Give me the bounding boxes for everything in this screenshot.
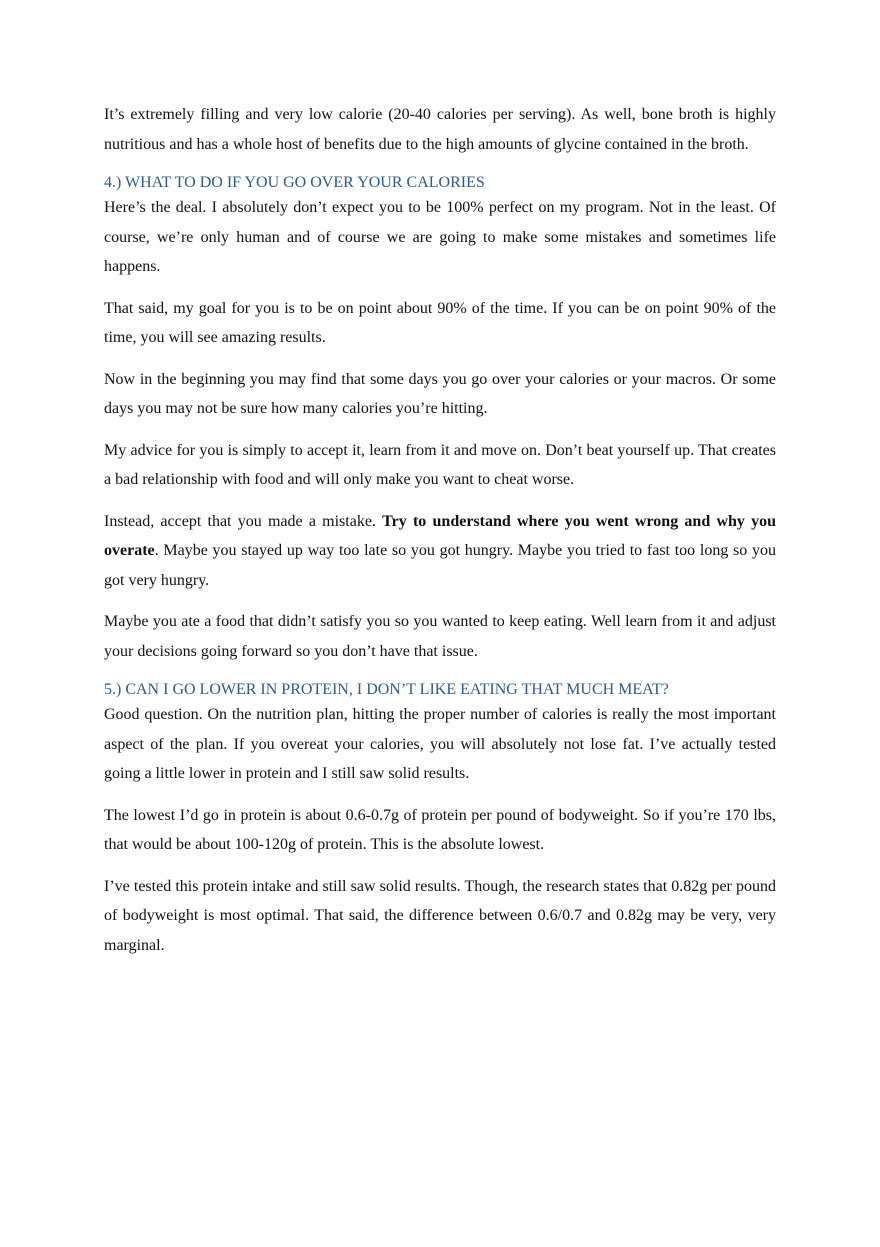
section-4-paragraph-1: Here’s the deal. I absolutely don’t expect you to be 100% perfect on my program. Not in the least. Of course, we’re only human and of course we are going to make some mistakes and sometimes life happens. bbox=[104, 199, 776, 275]
intro-paragraph: It’s extremely filling and very low calorie (20-40 calories per serving). As well, bone broth is highly nutritious and has a whole host of benefits due to the high amounts of glycine contained in the broth. bbox=[104, 106, 776, 153]
paragraph-5-start: Instead, accept that you made a mistake. bbox=[104, 512, 383, 530]
section-4-paragraph-4: My advice for you is simply to accept it, learn from it and move on. Don’t beat yourself up. That creates a bad relationship with food and will only make you want to cheat worse. bbox=[104, 441, 776, 488]
paragraph-5-end: . Maybe you stayed up way too late so you got hungry. Maybe you tried to fast too long so you got very hungry. bbox=[104, 542, 776, 589]
section-5-paragraph-3: I’ve tested this protein intake and still saw solid results. Though, the research states that 0.82g per pound of bodyweight is most optimal. That said, the difference between 0.6/0.7 and 0.82g may be very, very marginal. bbox=[104, 877, 776, 954]
paragraph-5-bold: Try to understand where you went wrong and why you overate bbox=[104, 512, 777, 559]
section-5-heading: 5.) CAN I GO LOWER IN PROTEIN, I DON’T LIKE EATING THAT MUCH MEAT? bbox=[104, 681, 669, 698]
section-4-paragraph-2: That said, my goal for you is to be on point about 90% of the time. If you can be on point 90% of the time, you will see amazing results. bbox=[104, 299, 776, 346]
section-4-paragraph-6: Maybe you ate a food that didn’t satisfy you so you wanted to keep eating. Well learn from it and adjust your decisions going forward so you don’t have that issue. bbox=[104, 613, 776, 660]
section-4-heading: 4.) WHAT TO DO IF YOU GO OVER YOUR CALORIES bbox=[104, 174, 485, 191]
section-5-paragraph-2: The lowest I’d go in protein is about 0.6-0.7g of protein per pound of bodyweight. So if you’re 170 lbs, that would be about 100-120g of protein. This is the absolute lowest. bbox=[104, 806, 776, 853]
document-page bbox=[104, 100, 776, 972]
section-4-paragraph-3: Now in the beginning you may find that some days you go over your calories or your macros. Or some days you may not be sure how many calories you’re hitting. bbox=[104, 370, 776, 417]
section-5-paragraph-1: Good question. On the nutrition plan, hitting the proper number of calories is really the most important aspect of the plan. If you overeat your calories, you will absolutely not lose fat. I’ve actually tested going a little lower in protein and I still saw solid results. bbox=[104, 706, 776, 782]
section-4-paragraph-5 bbox=[104, 507, 776, 596]
